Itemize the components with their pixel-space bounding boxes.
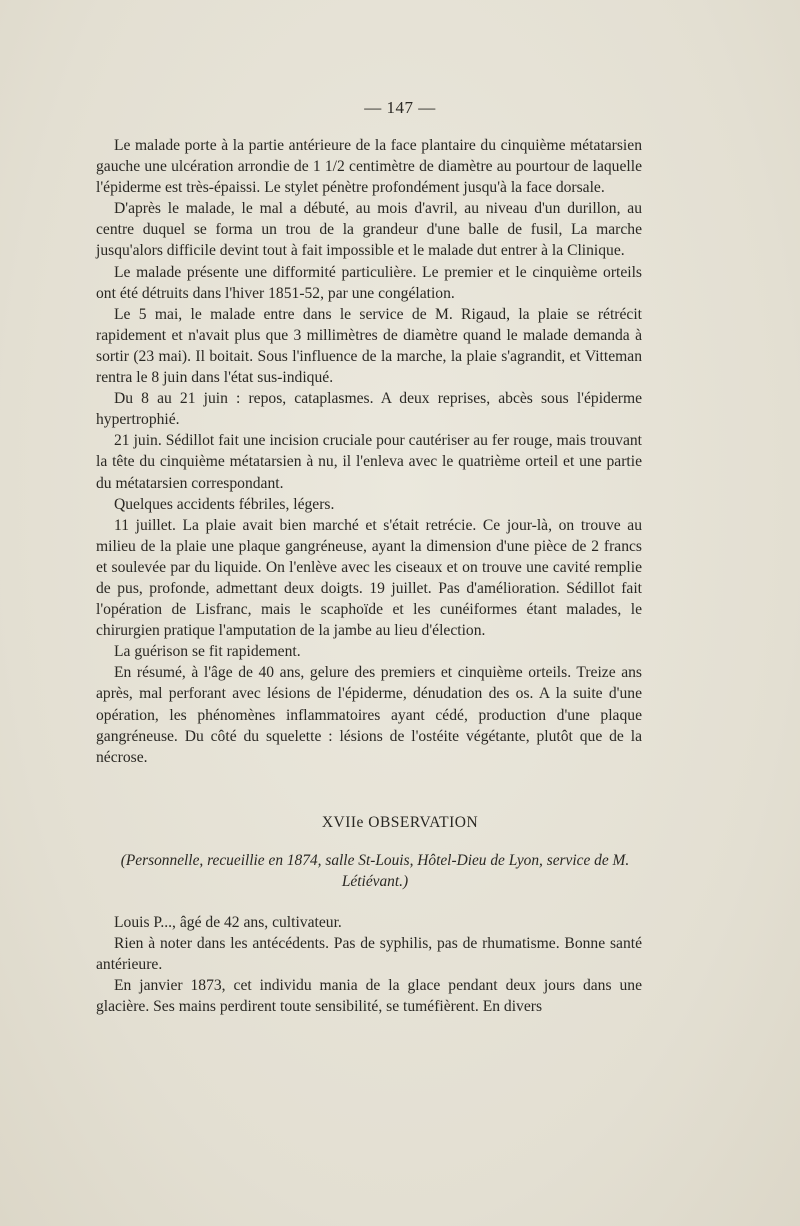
paragraph: Le 5 mai, le malade entre dans le service de M. Rigaud, la plaie se rétrécit rapidement et n'avait plus que 3 millimètres de diamètre quand le malade demanda à sortir (23 mai). Il boitait. Sous l'influence de la marche, la plaie s'agrandit, et Vitteman rentra le 8 juin dans l'état sus-indiqué. [96, 305, 642, 387]
paragraph: Le malade présente une difformité particulière. Le premier et le cinquième orteils ont été détruits dans l'hiver 1851-52, par une congélation. [96, 263, 642, 302]
paragraph: La guérison se fit rapidement. [114, 643, 301, 661]
observation-heading: XVIIe OBSERVATION [321, 814, 479, 831]
page-number: — 147 — [364, 98, 436, 117]
paragraph: Le malade porte à la partie antérieure de la face plantaire du cinquième métatarsien gauche une ulcération arrondie de 1 1/2 centimètre de diamètre au pourtour de laquelle l'épiderme est très-épaissi. Le stylet pénètre profondément jusqu'à la face dorsale. [96, 137, 642, 197]
paragraph: D'après le malade, le mal a débuté, au mois d'avril, au niveau d'un durillon, au centre duquel se forma un trou de la grandeur d'une balle de fusil, La marche jusqu'alors difficile devint tout à fait impossible et le malade dut entrer à la Clinique. [96, 200, 642, 260]
paragraph: En janvier 1873, cet individu mania de la glace pendant deux jours dans une glacière. Ses mains perdirent toute sensibilité, se tuméfièrent. En divers [96, 977, 642, 1016]
paragraph: Louis P..., âgé de 42 ans, cultivateur. [114, 914, 342, 931]
case-text [96, 135, 642, 768]
paragraph: 21 juin. Sédillot fait une incision cruciale pour cautériser au fer rouge, mais trouvant la tête du cinquième métatarsien à nu, il l'enleva avec le quatrième orteil et une partie du métatarsien correspondant. [96, 432, 642, 492]
paragraph: Rien à noter dans les antécédents. Pas de syphilis, pas de rhumatisme. Bonne santé antérieure. [96, 935, 642, 974]
paragraph: 11 juillet. La plaie avait bien marché et s'était retrécie. Ce jour-là, on trouve au milieu de la plaie une plaque gangréneuse, ayant la dimension d'une pièce de 2 francs et soulevée par du liquide. On l'enlève avec les ciseaux et on trouve une cavité remplie de pus, profonde, admettant deux doigts. 19 juillet. Pas d'amélioration. Sédillot fait l'opération de Lisfranc, mais le scaphoïde et les cunéiformes étant malades, le chirurgien pratique l'amputation de la jambe au lieu d'élection. [96, 516, 642, 640]
paragraph: Quelques accidents fébriles, légers. [114, 495, 335, 513]
observation-subtitle: (Personnelle, recueillie en 1874, salle St-Louis, Hôtel-Dieu de Lyon, service de M. Létiévant.) [120, 852, 630, 890]
observation-text [96, 912, 642, 1017]
paragraph: Du 8 au 21 juin : repos, cataplasmes. A deux reprises, abcès sous l'épiderme hypertrophié. [96, 390, 642, 429]
paragraph: En résumé, à l'âge de 40 ans, gelure des premiers et cinquième orteils. Treize ans après, mal perforant avec lésions de l'épiderme, dénudation des os. A la suite d'une opération, les phénomènes inflammatoires ayant cédé, production d'une plaque gangréneuse. Du côté du squelette : lésions de l'ostéite végétante, plutôt que de la nécrose. [96, 664, 642, 766]
